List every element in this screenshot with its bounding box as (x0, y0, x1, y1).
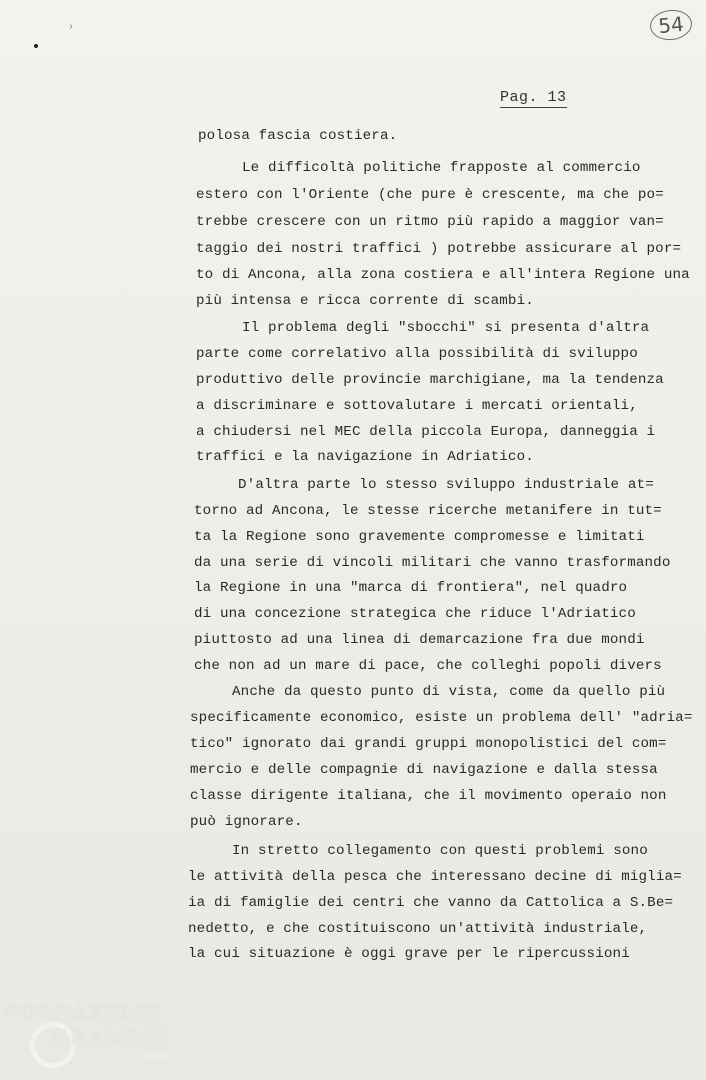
text-line: che non ad un mare di pace, che colleghi popoli divers (194, 658, 662, 674)
text-line: polosa fascia costiera. (198, 128, 398, 144)
text-line: le attività della pesca che interessano decine di miglia= (188, 869, 682, 885)
text-line: parte come correlativo alla possibilità di sviluppo (196, 346, 638, 362)
text-line: Il problema degli "sbocchi" si presenta d'altra (242, 320, 650, 336)
archive-watermark (4, 1000, 204, 1080)
text-line: to di Ancona, alla zona costiera e all'intera Regione una (196, 267, 690, 283)
text-line: la cui situazione è oggi grave per le ripercussioni (188, 946, 630, 962)
text-line: tico" ignorato dai grandi gruppi monopolistici del com= (190, 736, 667, 752)
ink-dot (34, 44, 38, 48)
text-line: specificamente economico, esiste un problema dell' "adria= (190, 710, 693, 726)
archive-page-number: 54 (649, 8, 694, 42)
margin-mark: › (68, 22, 75, 33)
text-line: mercio e delle compagnie di navigazione e dalla stessa (190, 762, 658, 778)
text-line: ta la Regione sono gravemente compromesse e limitati (194, 529, 645, 545)
text-line: a discriminare e sottovalutare i mercati orientali, (196, 398, 638, 414)
text-line: la Regione in una "marca di frontiera", nel quadro (194, 580, 628, 596)
text-line: da una serie di vincoli militari che vanno trasformando (194, 555, 671, 571)
text-line: trebbe crescere con un ritmo più rapido a maggior van= (196, 214, 664, 230)
text-line: taggio dei nostri traffici ) potrebbe assicurare al por= (196, 241, 682, 257)
text-line: produttivo delle provincie marchigiane, ma la tendenza (196, 372, 664, 388)
text-line: di una concezione strategica che riduce l'Adriatico (194, 606, 636, 622)
text-line: più intensa e ricca corrente di scambi. (196, 293, 534, 309)
text-line: traffici e la navigazione in Adriatico. (196, 449, 534, 465)
page-header: Pag. 13 (500, 89, 567, 106)
text-line: può ignorare. (190, 814, 303, 830)
text-line: torno ad Ancona, le stesse ricerche metanifere in tut= (194, 503, 662, 519)
text-line: D'altra parte lo stesso sviluppo industriale at= (238, 477, 654, 493)
text-line: classe dirigente italiana, che il movimento operaio non (190, 788, 667, 804)
watermark-line-1: FONDAZIONE (4, 1000, 163, 1024)
text-line: estero con l'Oriente (che pure è crescente, ma che po= (196, 187, 664, 203)
text-line: piuttosto ad una linea di demarcazione fra due mondi (194, 632, 645, 648)
text-line: a chiudersi nel MEC della piccola Europa, danneggia i (196, 424, 656, 440)
text-line: Le difficoltà politiche frapposte al commercio (242, 160, 641, 176)
watermark-line-3: onlus (142, 1052, 172, 1062)
watermark-line-2: GRAMSCI (52, 1026, 170, 1050)
text-line: In stretto collegamento con questi problemi sono (232, 843, 648, 859)
text-line: nedetto, e che costituiscono un'attività industriale, (188, 921, 648, 937)
text-line: ia di famiglie dei centri che vanno da Cattolica a S.Be= (188, 895, 674, 911)
text-line: Anche da questo punto di vista, come da quello più (232, 684, 666, 700)
